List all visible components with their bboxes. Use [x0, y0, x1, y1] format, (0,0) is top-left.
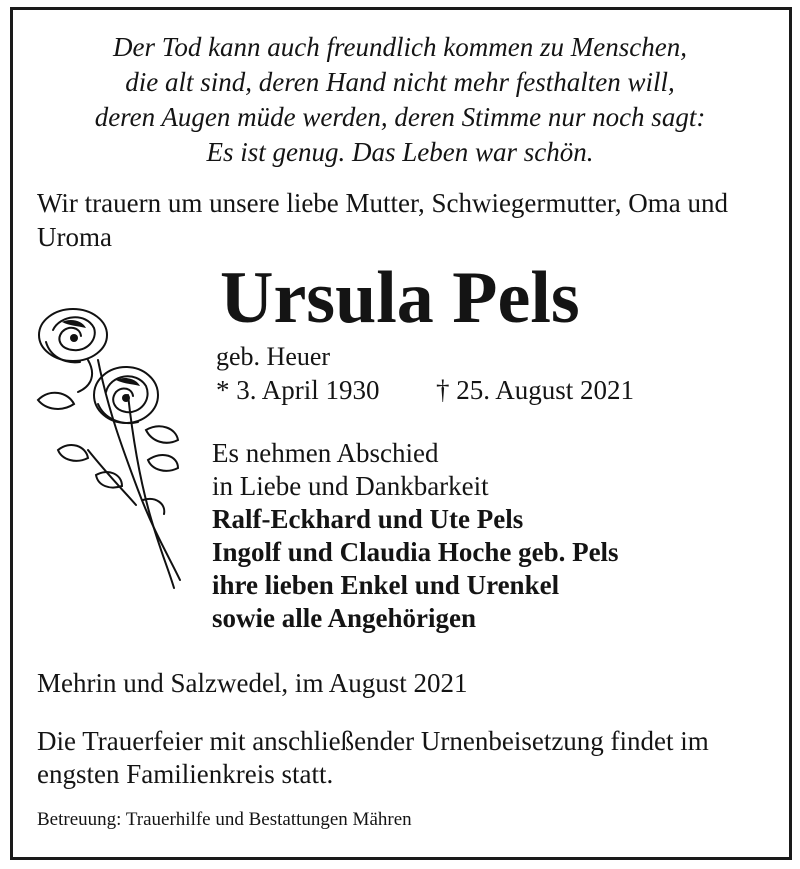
birth-date: * 3. April 1930: [216, 375, 380, 405]
mourner-line: sowie alle Angehörigen: [212, 603, 476, 633]
farewell-line: in Liebe und Dankbarkeit: [212, 471, 489, 501]
poem-line: Es ist genug. Das Leben war schön.: [206, 137, 594, 167]
poem-line: deren Augen müde werden, deren Stimme nur noch sagt:: [94, 102, 706, 132]
farewell-block: [212, 437, 619, 635]
mourner-line: Ralf-Eckhard und Ute Pels: [212, 504, 524, 534]
mourner-line: Ingolf und Claudia Hoche geb. Pels: [212, 537, 619, 567]
death-date: † 25. August 2021: [436, 375, 635, 405]
poem-line: die alt sind, deren Hand nicht mehr festhalten will,: [125, 67, 675, 97]
farewell-line: Es nehmen Abschied: [212, 438, 439, 468]
deceased-name: Ursula Pels: [220, 257, 580, 339]
funeral-home-credit: Betreuung: Trauerhilfe und Bestattungen Mähren: [37, 809, 412, 830]
rose-bouquet-icon: [28, 300, 198, 600]
mourner-line: ihre lieben Enkel und Urenkel: [212, 570, 560, 600]
intro-text: Wir trauern um unsere liebe Mutter, Schwiegermutter, Oma und Uroma: [37, 188, 729, 252]
poem: [0, 30, 800, 170]
life-dates: [216, 374, 635, 406]
maiden-name: geb. Heuer: [216, 342, 331, 371]
poem-line: Der Tod kann auch freundlich kommen zu Menschen,: [113, 32, 687, 62]
ceremony-text: Die Trauerfeier mit anschließender Urnenbeisetzung findet im engsten Familienkreis statt.: [37, 726, 709, 789]
place-date: Mehrin und Salzwedel, im August 2021: [37, 668, 468, 698]
